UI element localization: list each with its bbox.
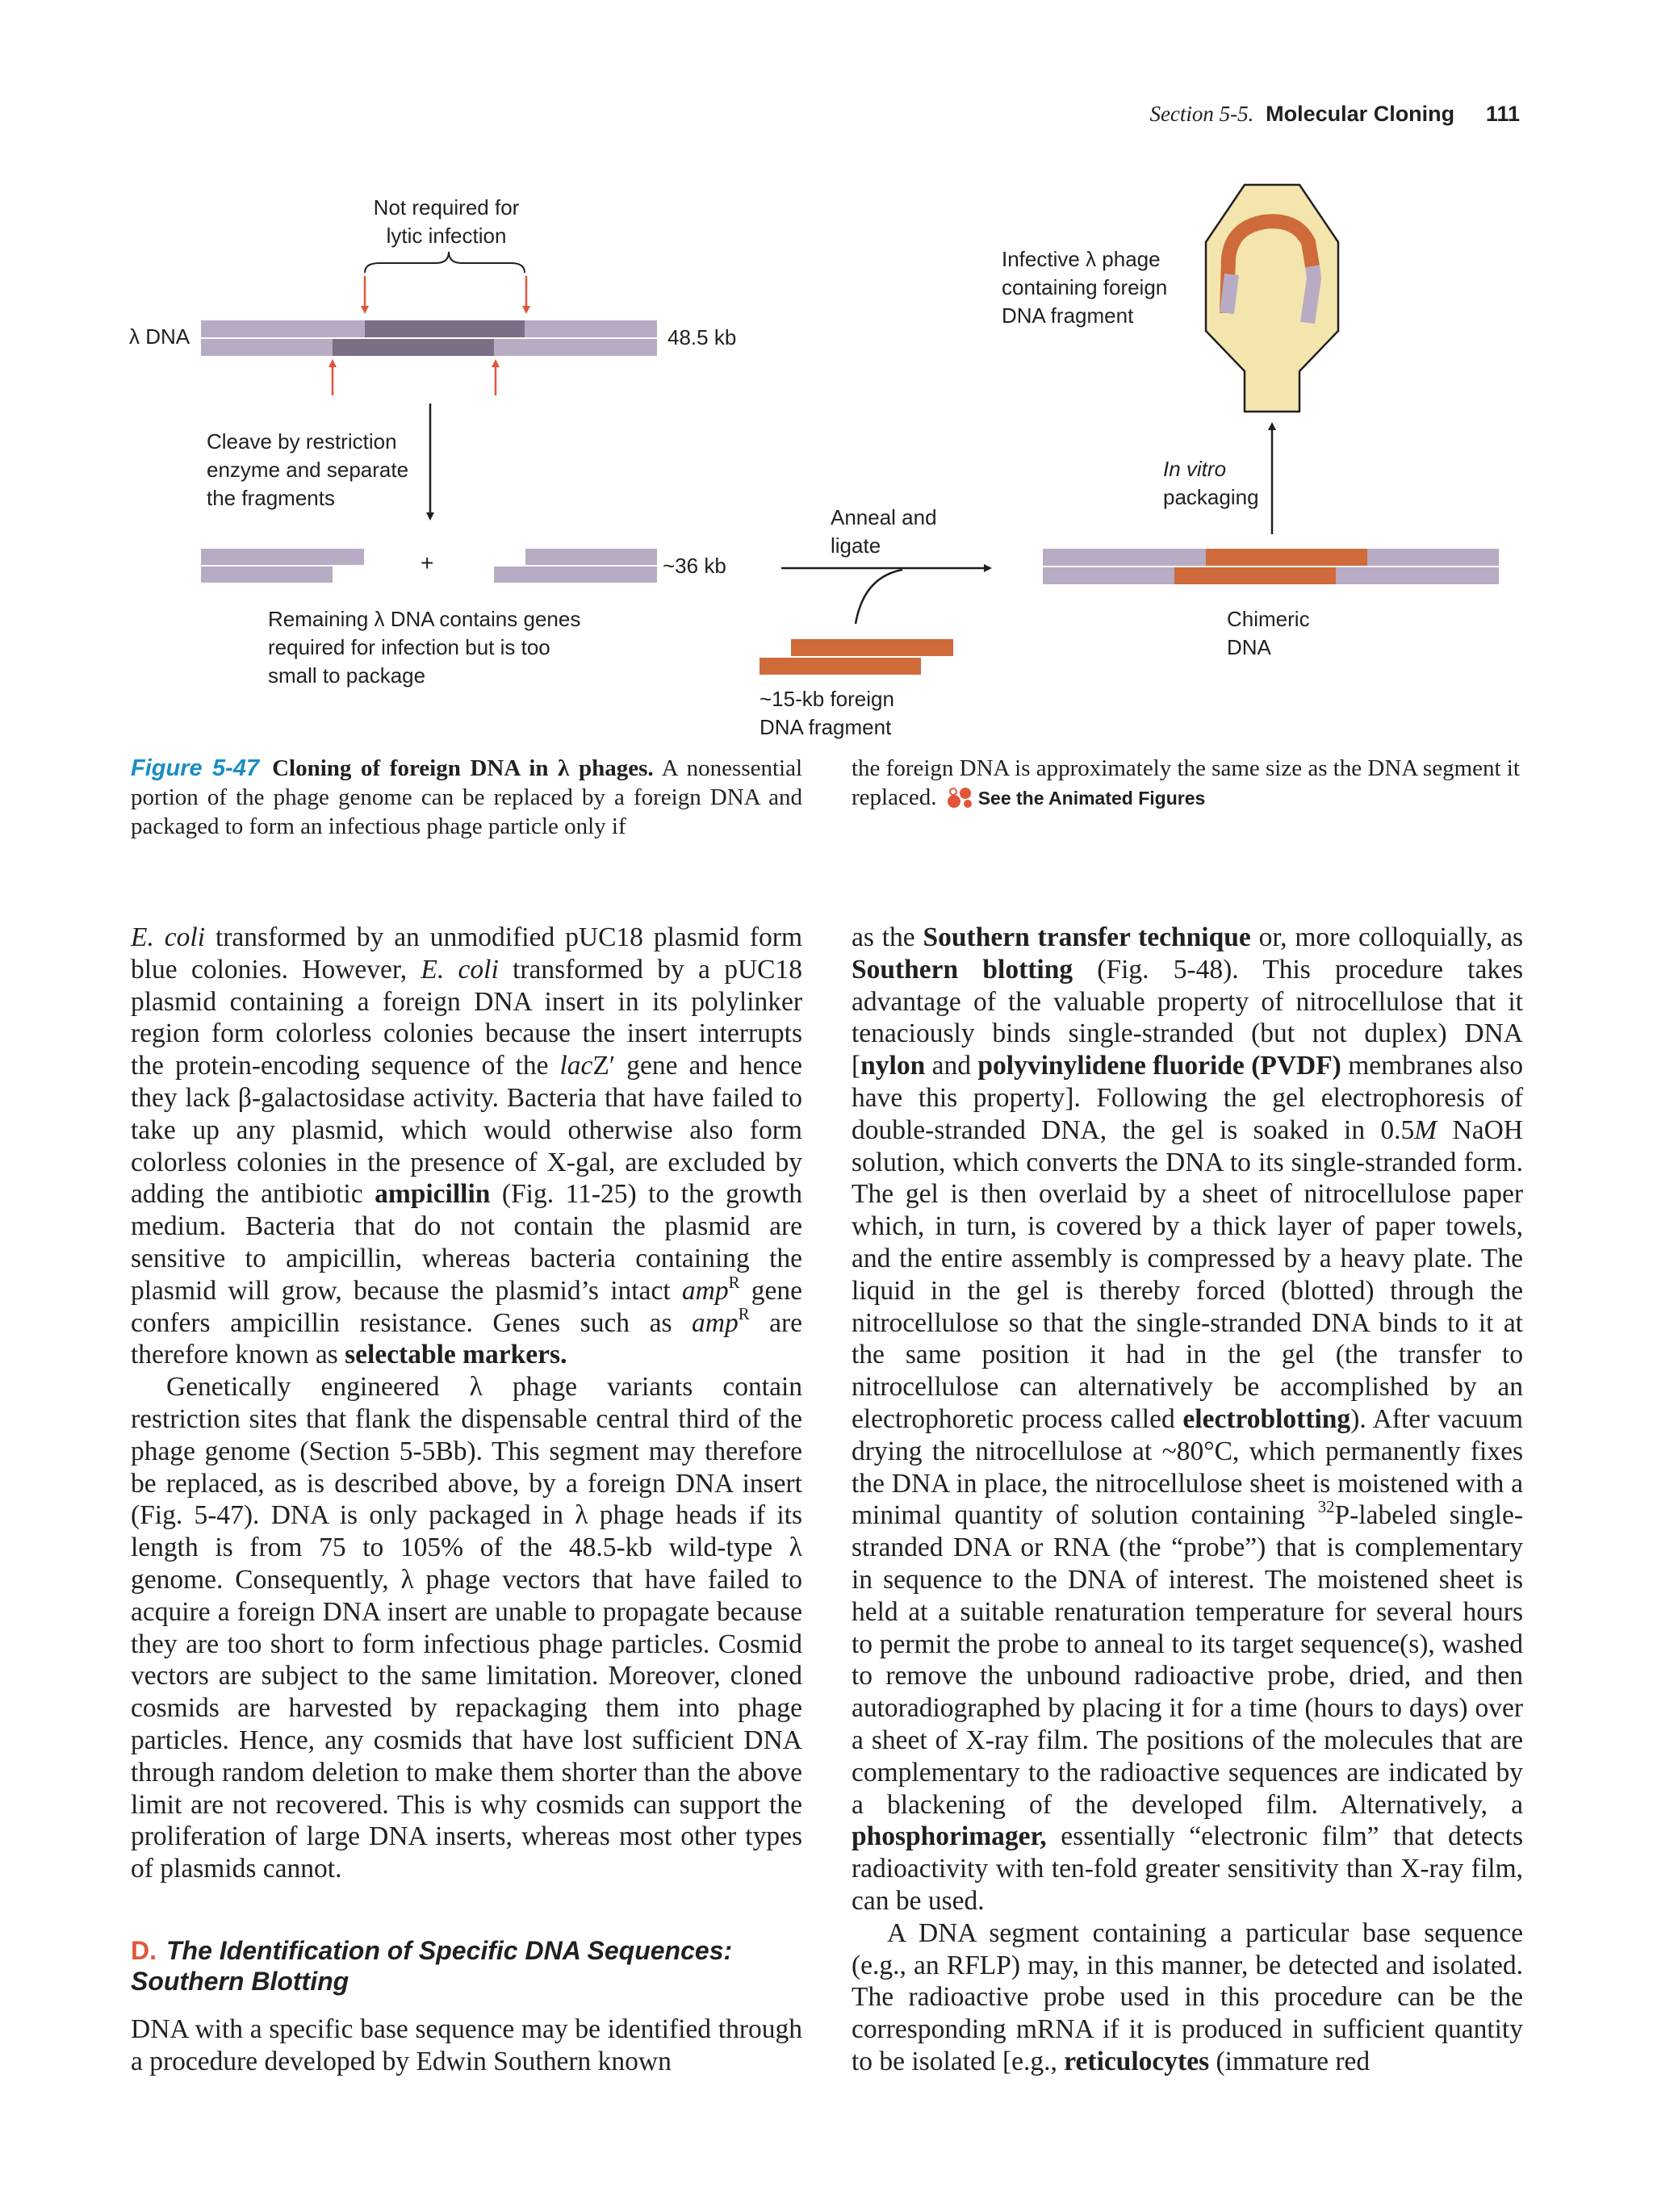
paragraph: DNA with a specific base sequence may be identified through a procedure developed by Edwin Southern known xyxy=(131,2014,802,2076)
figure-number: Figure 5-47 xyxy=(131,755,260,781)
paragraph: Genetically engineered λ phage variants contain restriction sites that flank the dispensable central third of the phage genome (Section 5-5Bb). This segment may therefore be replaced, as is described above, by a foreign DNA insert (Fig. 5-47). DNA is only packaged in λ phage heads if its length is from 75 to 105% of the 48.5-kb wild-type λ genome. Consequently, λ phage vectors that have failed to acquire a foreign DNA insert are unable to propagate because they are too short to form infectious phage particles. Cosmid vectors are subject to the same limitation. Moreover, cloned cosmids are harvested by repackaging them into phage particles. Hence, any cosmids that have lost sufficient DNA through random deletion to make them shorter than the above limit are not recovered. This is why cosmids can support the proliferation of large DNA inserts, whereas most other types of plasmids cannot. xyxy=(131,1372,802,1884)
label-not-required: Not required for lytic infection xyxy=(373,195,520,248)
foreign-dna-fragment xyxy=(760,639,953,675)
figure-caption-title: Cloning of foreign DNA in λ phages. xyxy=(272,755,654,781)
label-infective-phage: Infective λ phage containing foreign DNA fragment xyxy=(1002,247,1168,328)
left-arm-fragment xyxy=(201,549,364,583)
label-lambda-dna: λ DNA xyxy=(129,324,190,349)
section-title: Molecular Cloning xyxy=(1266,102,1455,126)
right-arm-fragment xyxy=(494,549,657,583)
left-column xyxy=(131,922,802,1885)
animated-figures-link[interactable]: See the Animated Figures xyxy=(977,788,1206,809)
label-in-vitro: In vitro xyxy=(1163,457,1227,481)
figure-5-47-diagram xyxy=(0,0,1653,742)
label-size-48-5kb: 48.5 kb xyxy=(667,325,737,349)
lambda-dna-strand xyxy=(201,320,657,356)
diagram-graphics xyxy=(0,0,1653,742)
section-heading xyxy=(131,1935,802,1997)
brace xyxy=(365,252,525,273)
molecule-icon[interactable] xyxy=(946,785,975,809)
paragraph: as the Southern transfer technique or, more colloquially, as Southern blotting (Fig. 5-48). This procedure takes advantage of the valuable property of nitrocellulose that it tenaciously binds single-stranded (but not duplex) DNA [nylon and polyvinylidene fluoride (PVDF) membranes also have this property]. Following the gel electrophoresis of double-stranded DNA, the gel is soaked in 0.5M NaOH solution, which converts the DNA to its single-stranded form. The gel is then overlaid by a sheet of nitrocellulose paper which, in turn, is covered by a thick layer of paper towels, and the entire assembly is compressed by a heavy plate. The liquid in the gel is thereby forced (blotted) through the nitrocellulose so that the single-stranded DNA binds to it at the same position it had in the gel (the transfer to nitrocellulose can alternatively be accomplished by an electrophoretic process called electroblotting). After vacuum drying the nitrocellulose at ~80°C, which permanently fixes the DNA in place, the nitrocellulose sheet is moistened with a minimal quantity of solution containing $^{32}$P-labeled single-stranded DNA or RNA (the “probe”) that is complementary in sequence to the DNA of interest. The moistened sheet is held at a suitable renaturation temperature for several hours to permit the probe to anneal to its target sequence(s), washed to remove the unbound radioactive probe, dried, and then autoradiographed by placing it for a time (hours to days) over a sheet of X-ray film. The positions of the molecules that are complementary to the radioactive sequences are indicated by a blackening of the developed film. Alternatively, a phosphorimager, essentially “electronic film” that detects radioactivity with ten-fold greater sensitivity than X-ray film, can be used. xyxy=(852,922,1524,1916)
anneal-curve xyxy=(856,570,902,624)
label-cleave: Cleave by restriction enzyme and separate the fragments xyxy=(207,429,409,510)
paragraph: A DNA segment containing a particular base sequence (e.g., an RFLP) may, in this manner, be detected and isolated. The radioactive probe used in this procedure can be the corresponding mRNA if it is produced in sufficient quantity to be isolated [e.g., reticulocytes (immature red xyxy=(852,1917,1523,2076)
section-letter: D. xyxy=(131,1936,157,1965)
right-column xyxy=(852,922,1523,2078)
label-foreign-fragment: ~15-kb foreign DNA fragment xyxy=(760,687,894,739)
figure-caption-continued xyxy=(852,754,1523,813)
label-plus: + xyxy=(421,550,434,575)
figure-caption-text-part1: A nonessential portion of the phage genome can be replaced by a foreign DNA and packaged to form an infectious phage particle only if xyxy=(131,755,803,839)
section-heading-title: The Identification of Specific DNA Sequences: Southern Blotting xyxy=(131,1936,733,1996)
phage-particle xyxy=(1206,185,1338,412)
figure-caption-text-part2: the foreign DNA is approximately the same size as the DNA segment it replaced. xyxy=(852,755,1520,810)
paragraph: E. coli transformed by an unmodified pUC18 plasmid form blue colonies. However, E. coli transformed by a pUC18 plasmid containing a foreign DNA insert in its polylinker region form colorless colonies because the insert interrupts the protein-encoding sequence of the lacZ′ gene and hence they lack β-galactosidase activity. Bacteria that have failed to take up any plasmid, which would otherwise also form colorless colonies in the presence of X-gal, are excluded by adding the antibiotic ampicillin (Fig. 11-25) to the growth medium. Bacteria that do not contain the plasmid are sensitive to ampicillin, whereas bacteria containing the plasmid will grow, because the plasmid’s intact amp$^R$ gene confers ampicillin resistance. Genes such as amp$^R$ are therefore known as selectable markers. xyxy=(131,922,802,1370)
chimeric-dna xyxy=(1043,549,1499,584)
label-anneal: Anneal and ligate xyxy=(831,505,937,558)
section-number: Section 5-5. xyxy=(1149,102,1254,126)
left-column-continued xyxy=(131,2013,802,2078)
label-packaging: packaging xyxy=(1163,485,1259,509)
label-size-36kb: ~36 kb xyxy=(663,554,726,578)
label-chimeric: Chimeric DNA xyxy=(1227,607,1310,659)
page-number: 111 xyxy=(1485,102,1520,126)
figure-caption xyxy=(131,754,802,841)
label-remaining-note: Remaining λ DNA contains genes required for infection but is too small to package xyxy=(268,607,581,688)
